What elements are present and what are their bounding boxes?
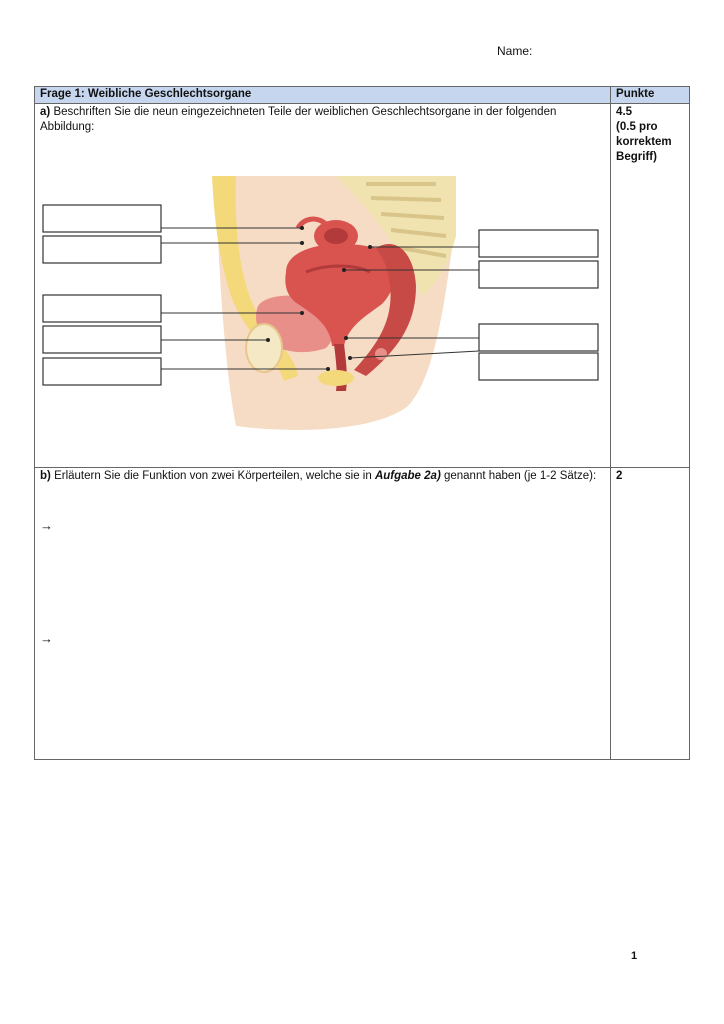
question-header-row [35,87,690,104]
part-a-points-value: 4.5 [616,106,633,118]
part-b-cell [35,468,611,760]
name-label: Name: [497,44,533,58]
label-box-6 [479,230,598,257]
label-box-9 [479,353,598,380]
label-box-4 [43,326,161,353]
label-box-7 [479,261,598,288]
label-box-1 [43,205,161,232]
answer-arrow-1: → [40,518,53,533]
anatomy-illustration [36,176,606,432]
part-a-points-cell [611,104,690,468]
points-header: Punkte [611,87,690,104]
part-a-points-note: (0.5 pro korrektem Begriff) [616,121,672,163]
question-title: Frage 1: Weibliche Geschlechtsorgane [35,87,611,104]
labia-detail [375,348,387,360]
label-box-3 [43,295,161,322]
part-b-task-reference: Aufgabe 2a) [374,470,441,482]
ovary-inner [324,228,348,244]
part-a-text: Beschriften Sie die neun eingezeichneten Teile der weiblichen Geschlechtsorgane in der folgenden Abbildung: [40,106,557,133]
part-b-instruction [40,469,605,484]
label-box-5 [43,358,161,385]
label-box-8 [479,324,598,351]
part-b-text-after: genannt haben (je 1-2 Sätze): [440,470,597,482]
part-b-points-cell [611,468,690,760]
part-b-points-value: 2 [616,470,623,482]
part-b-text-before: Erläutern Sie die Funktion von zwei Körperteilen, welche sie in [54,470,375,482]
part-a-instruction [40,105,605,135]
label-box-2 [43,236,161,263]
part-a-label: a) [40,106,51,118]
part-b-row [35,468,690,760]
part-b-label: b) [40,470,51,482]
pubic-bone [246,324,282,372]
answer-arrow-2: → [40,631,53,646]
external-genitalia [318,370,354,386]
page-number: 1 [631,950,638,962]
anatomy-figure [36,176,606,432]
